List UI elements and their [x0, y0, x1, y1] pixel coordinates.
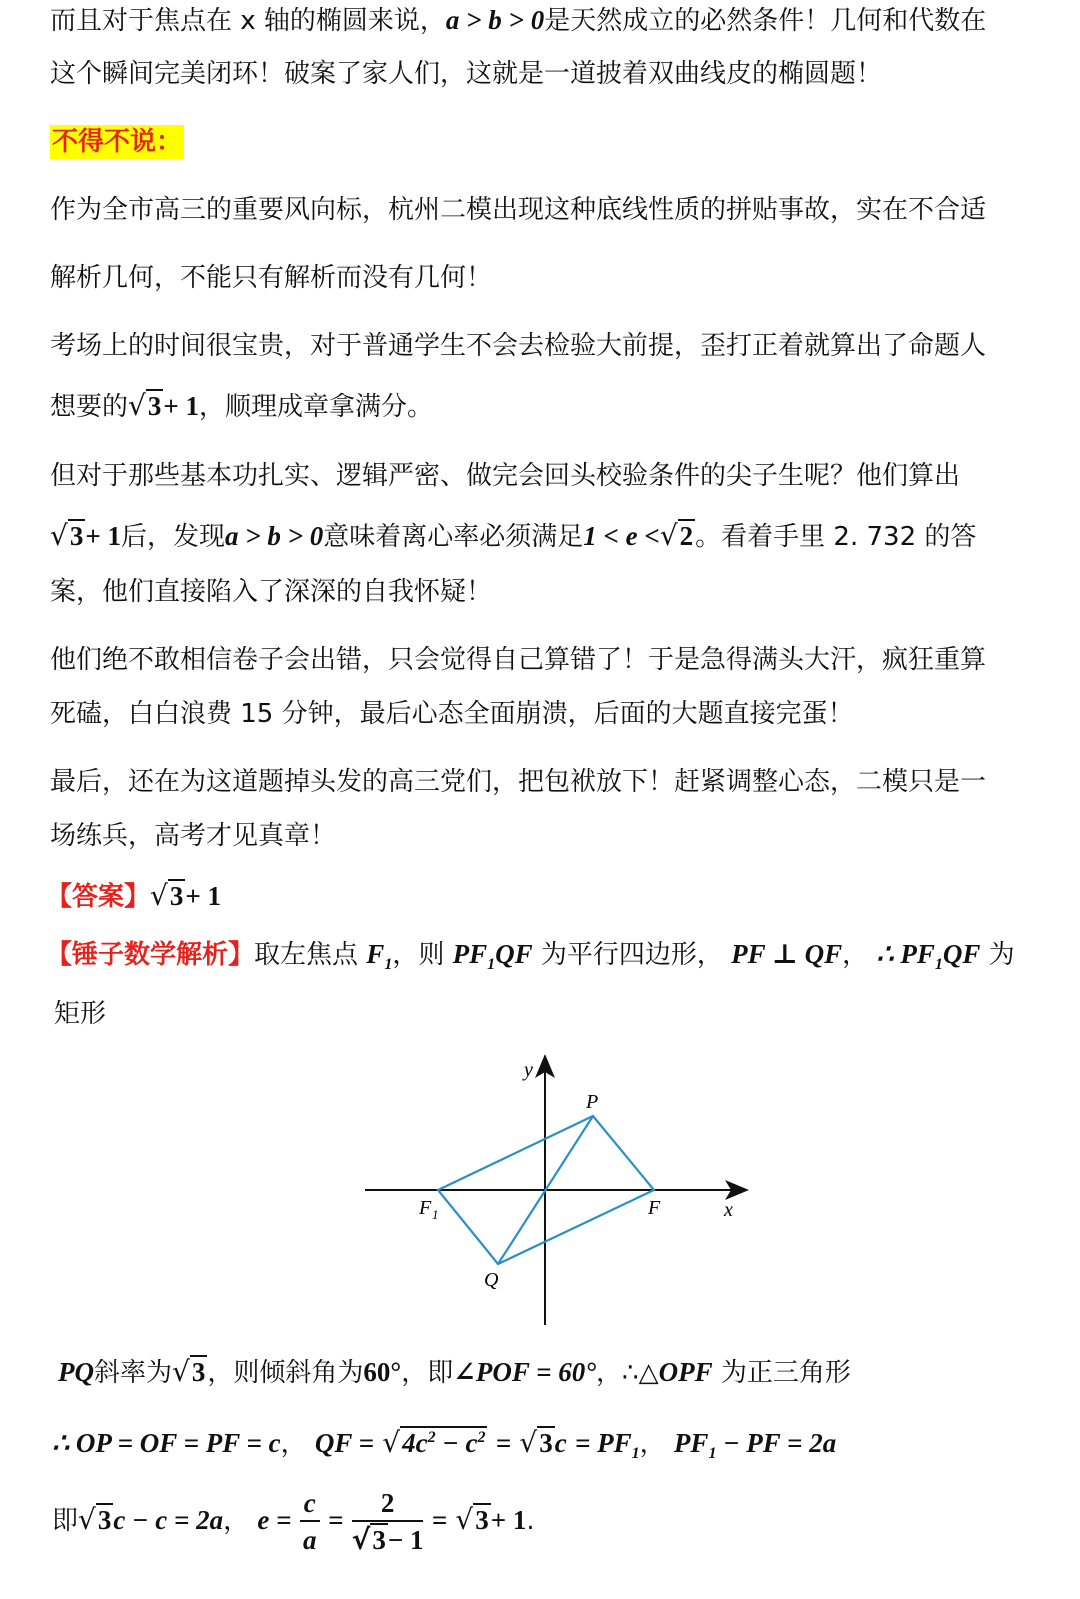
- sqrt-4c2-c2: $√4c^2 - c^2$: [382, 1426, 486, 1459]
- text: ，: [639, 1429, 666, 1459]
- frac-c-over-a: [300, 1486, 320, 1558]
- intro-line-2: 这个瞬间完美闭环！破案了家人们，这就是一道披着双曲线皮的椭圆题！: [50, 59, 883, 89]
- denominator: a: [302, 1524, 317, 1555]
- math-60deg: 60°: [363, 1357, 402, 1387]
- math-PF1QF: $PF_1QF$: [452, 939, 533, 973]
- label-P: P: [586, 1091, 599, 1113]
- math-OPF: OPF: [658, 1357, 713, 1387]
- intro-line-1: [50, 2, 986, 39]
- label-Q: Q: [484, 1269, 499, 1291]
- numerator: c: [300, 1486, 320, 1522]
- p1-line-2: 解析几何，不能只有解析而没有几何！: [50, 263, 493, 293]
- text: ，顺理成章拿满分。: [199, 392, 434, 422]
- sqrt-2: √2: [659, 519, 694, 552]
- sqrt-3: √3: [519, 1426, 553, 1459]
- text: ，则倾斜角为: [207, 1358, 364, 1388]
- frac-2-over-sqrt3-1: [352, 1486, 424, 1558]
- p3-line-3: 案，他们直接陷入了深深的自我怀疑！: [50, 577, 493, 607]
- text: 。看着手里 2. 732 的答: [695, 522, 977, 552]
- text: 为: [988, 940, 1015, 970]
- p1-line-1: 作为全市高三的重要风向标，杭州二模出现这种底线性质的拼贴事故，实在不合适: [50, 195, 987, 225]
- plus-one: + 1: [490, 1505, 527, 1535]
- sqrt-3: √3: [150, 879, 184, 912]
- geometry-figure: [360, 1050, 760, 1340]
- p4-line-2: 死磕，白白浪费 15 分钟，最后心态全面崩溃，后面的大题直接完蛋！: [50, 699, 854, 729]
- text: 后，发现: [120, 522, 225, 552]
- analysis-line-2: 矩形: [54, 999, 107, 1029]
- math-eq: =: [431, 1505, 448, 1535]
- intro-text: 是天然成立的必然条件！几何和代数在: [544, 6, 987, 36]
- plus-one: + 1: [163, 391, 199, 421]
- math-F1: $F_1$: [366, 939, 393, 973]
- text: ，则: [392, 940, 445, 970]
- math-ecc-range: 1 < e <: [583, 521, 660, 551]
- intro-text: 而且对于焦点在 x 轴的椭圆来说，: [50, 6, 446, 36]
- sqrt-3: √3: [50, 519, 84, 552]
- sqrt-3: √3: [128, 389, 162, 422]
- math-e-eq: e =: [257, 1505, 292, 1535]
- radicand: 3: [191, 1357, 206, 1387]
- math-eq-PF1: = $PF_1$: [575, 1428, 640, 1462]
- text: ，即: [401, 1358, 454, 1388]
- math-PF-perp-QF: PF ⊥ QF: [731, 939, 843, 969]
- analysis-label: 【锤子数学解析】: [46, 940, 255, 970]
- text: 为平行四边形，: [540, 940, 723, 970]
- text: .: [526, 1506, 535, 1536]
- math-sqrt3c-c: c − c = 2a: [113, 1505, 224, 1535]
- math-PQ: PQ: [58, 1357, 94, 1387]
- label-y: y: [524, 1059, 533, 1081]
- label-x: x: [724, 1199, 733, 1221]
- text: 斜率为: [94, 1358, 173, 1388]
- solution-line-3: [52, 1480, 535, 1561]
- math-c: c: [554, 1428, 567, 1458]
- radicand: 3: [539, 1428, 553, 1458]
- text: 即: [52, 1506, 79, 1536]
- label-F1-sub: 1: [432, 1207, 439, 1222]
- text: 想要的: [50, 392, 129, 422]
- radicand: 2: [679, 521, 694, 551]
- answer-label: 【答案】: [46, 882, 151, 912]
- text: ，: [223, 1506, 250, 1536]
- text: 意味着离心率必须满足: [323, 522, 584, 552]
- radicand: 3: [97, 1505, 112, 1535]
- sqrt-3: √3: [78, 1503, 112, 1536]
- math-OP-OF-PF: ∴ OP = OF = PF = c: [52, 1428, 281, 1458]
- math-therefore-PF1QF: ∴ $PF_1QF$: [876, 939, 981, 973]
- math-a-gt-b-gt-0: a > b > 0: [225, 521, 324, 551]
- math-eq: =: [328, 1505, 344, 1535]
- math-angle-POF: ∠POF = 60°: [453, 1357, 597, 1387]
- analysis-line-1: [46, 936, 1015, 983]
- radicand: 3: [169, 881, 184, 911]
- text: ，∴△: [596, 1358, 659, 1388]
- radicand: 3: [147, 391, 162, 421]
- text: PF: [673, 1428, 709, 1458]
- p2-line-1: 考场上的时间很宝贵，对于普通学生不会去检验大前提，歪打正着就算出了命题人: [50, 331, 987, 361]
- p3-line-1: 但对于那些基本功扎实、逻辑严密、做完会回头校验条件的尖子生呢？他们算出: [50, 461, 961, 491]
- radicand: 3: [69, 521, 84, 551]
- text: = PF: [575, 1428, 632, 1458]
- text: 为正三角形: [720, 1358, 851, 1388]
- math-QF: QF =: [314, 1428, 375, 1458]
- math-PF1-PF: $PF_1$ − PF = 2a: [673, 1428, 837, 1462]
- plus-one: + 1: [85, 521, 121, 551]
- sqrt-3: √3: [351, 1522, 386, 1556]
- p2-line-2: [50, 388, 433, 425]
- math-eq: =: [495, 1428, 512, 1458]
- answer-line: [46, 878, 221, 915]
- label-F: F: [648, 1197, 661, 1219]
- denominator: [352, 1522, 424, 1558]
- radicand: 3: [475, 1505, 489, 1535]
- text: 取左焦点: [254, 940, 359, 970]
- label-F1: F: [419, 1197, 432, 1219]
- p3-line-2: [50, 518, 976, 555]
- text: − 1: [387, 1524, 424, 1555]
- sqrt-3: √3: [172, 1355, 206, 1388]
- text: − PF = 2a: [723, 1428, 837, 1458]
- radicand: $4c^2 - c^2$: [402, 1428, 486, 1458]
- section-heading: [50, 124, 184, 160]
- sqrt-3: √3: [455, 1503, 489, 1536]
- text: ，: [842, 940, 869, 970]
- solution-line-1: [58, 1354, 851, 1391]
- numerator: 2: [352, 1486, 424, 1522]
- solution-line-2: [52, 1420, 836, 1472]
- highlight-heading: 不得不说：: [52, 127, 183, 157]
- p5-line-2: 场练兵，高考才见真章！: [50, 821, 337, 851]
- p5-line-1: 最后，还在为这道题掉头发的高三党们，把包袱放下！赶紧调整心态，二模只是一: [50, 767, 987, 797]
- text: ，: [280, 1429, 307, 1459]
- plus-one: + 1: [185, 881, 221, 911]
- math-a-gt-b-gt-0: a > b > 0: [445, 5, 545, 35]
- radicand: 3: [372, 1524, 386, 1555]
- p4-line-1: 他们绝不敢相信卷子会出错，只会觉得自己算错了！于是急得满头大汗，疯狂重算: [50, 645, 987, 675]
